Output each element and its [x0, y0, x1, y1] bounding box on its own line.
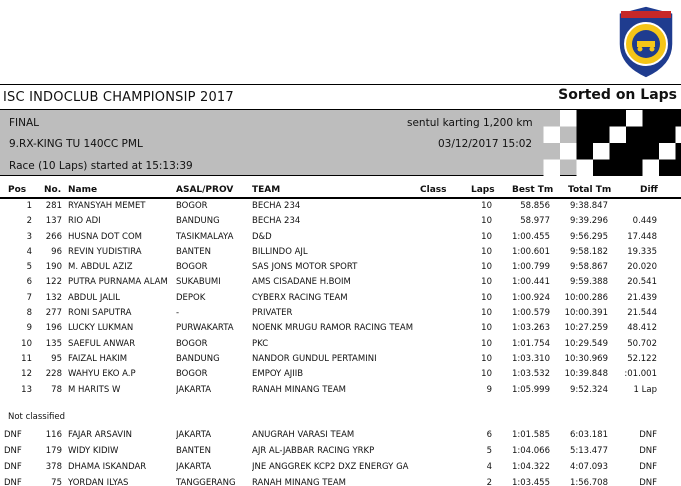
cell-total: 10:39.848 [564, 369, 608, 380]
cell-diff: :01.001 [624, 369, 657, 380]
session-name: FINAL [9, 117, 40, 129]
cell-diff: 20.541 [627, 277, 657, 288]
cell-team: CYBERX RACING TEAM [252, 292, 348, 303]
cell-team: D&D [252, 231, 272, 242]
cell-total: 9:56.295 [569, 231, 608, 242]
imi-logo [615, 4, 677, 80]
cell-name: WIDY KIDIW [68, 446, 119, 456]
cell-pos: 3 [26, 231, 32, 242]
cell-pos: 4 [26, 246, 32, 257]
cell-total: 10:00.391 [564, 308, 608, 319]
class-name: 9.RX-KING TU 140CC PML [9, 138, 143, 150]
cell-pos: 7 [26, 292, 32, 303]
cell-laps: 10 [481, 353, 492, 364]
cell-pos: 13 [21, 384, 32, 395]
cell-best: 58.977 [520, 216, 550, 227]
race-start: Race (10 Laps) started at 15:13:39 [9, 160, 193, 172]
table-row [0, 214, 681, 229]
cell-best: 1:00.924 [511, 292, 550, 303]
cell-team: JNE ANGGREK KCP2 DXZ ENERGY GA [252, 462, 409, 472]
cell-best: 1:00.601 [511, 246, 550, 257]
cell-no: 137 [45, 216, 62, 227]
cell-laps: 10 [481, 308, 492, 319]
cell-diff: 0.449 [632, 216, 657, 227]
cell-diff: DNF [639, 446, 657, 456]
cell-team: NOENK MRUGU RAMOR RACING TEAM [252, 323, 414, 334]
cell-diff: 1 Lap [633, 384, 657, 395]
cell-asal: DEPOK [176, 292, 206, 303]
col-class: Class [420, 185, 447, 195]
cell-total: 9:59.388 [569, 277, 608, 288]
title-bar [0, 84, 681, 110]
cell-diff: 21.439 [627, 292, 657, 303]
cell-team: BILLINDO AJL [252, 246, 308, 257]
cell-laps: 2 [486, 478, 492, 486]
cell-diff: 48.412 [627, 323, 657, 334]
table-header [0, 182, 681, 199]
cell-no: 95 [51, 353, 62, 364]
table-row [0, 428, 681, 444]
cell-best: 1:01.585 [511, 430, 550, 440]
cell-name: PUTRA PURNAMA ALAM [68, 277, 168, 288]
cell-laps: 10 [481, 216, 492, 227]
cell-total: 9:52.324 [569, 384, 608, 395]
cell-laps: 10 [481, 277, 492, 288]
cell-total: 4:07.093 [569, 462, 608, 472]
cell-team: BECHA 234 [252, 216, 301, 227]
cell-best: 1:01.754 [511, 338, 550, 349]
cell-team: BECHA 234 [252, 201, 301, 211]
cell-best: 1:00.579 [511, 308, 550, 319]
cell-name: FAJAR ARSAVIN [68, 430, 132, 440]
cell-laps: 4 [486, 462, 492, 472]
checkered-flag [527, 110, 681, 176]
cell-laps: 10 [481, 201, 492, 211]
cell-laps: 10 [481, 323, 492, 334]
cell-team: SAS JONS MOTOR SPORT [252, 262, 358, 273]
table-row [0, 352, 681, 367]
cell-team: ANUGRAH VARASI TEAM [252, 430, 355, 440]
cell-team: AMS CISADANE H.BOIM [252, 277, 351, 288]
cell-laps: 9 [486, 384, 492, 395]
cell-best: 58.856 [520, 201, 550, 211]
cell-total: 10:29.549 [564, 338, 608, 349]
cell-diff: 50.702 [627, 338, 657, 349]
table-row [0, 306, 681, 321]
cell-no: 96 [51, 246, 62, 257]
cell-name: M. ABDUL AZIZ [68, 262, 133, 273]
cell-asal: BOGOR [176, 369, 208, 380]
cell-pos: DNF [4, 446, 22, 456]
col-diff: Diff [640, 185, 658, 195]
session-info-band [0, 110, 681, 176]
col-team: TEAM [252, 185, 281, 195]
table-row [0, 383, 681, 398]
cell-name: WAHYU EKO A.P [68, 369, 136, 380]
col-asal: ASAL/PROV [176, 185, 234, 195]
cell-team: NANDOR GUNDUL PERTAMINI [252, 353, 377, 364]
cell-diff: DNF [639, 430, 657, 440]
cell-diff: DNF [639, 478, 657, 486]
cell-laps: 10 [481, 369, 492, 380]
cell-asal: TANGGERANG [176, 478, 236, 486]
cell-name: RYANSYAH MEMET [68, 201, 146, 211]
cell-pos: 5 [26, 262, 32, 273]
cell-name: YORDAN ILYAS [68, 478, 129, 486]
cell-total: 10:00.286 [564, 292, 608, 303]
table-row [0, 476, 681, 486]
cell-pos: 10 [21, 338, 32, 349]
cell-no: 135 [45, 338, 62, 349]
cell-diff: 19.335 [627, 246, 657, 257]
cell-total: 9:58.182 [569, 246, 608, 257]
cell-laps: 10 [481, 292, 492, 303]
table-row [0, 291, 681, 306]
cell-name: ABDUL JALIL [68, 292, 121, 303]
cell-pos: 6 [26, 277, 32, 288]
cell-team: RANAH MINANG TEAM [252, 478, 347, 486]
cell-laps: 10 [481, 262, 492, 273]
not-classified-rows [0, 428, 681, 486]
cell-no: 266 [45, 231, 62, 242]
not-classified-label: Not classified [8, 412, 66, 422]
table-row [0, 337, 681, 352]
cell-asal: JAKARTA [176, 462, 212, 472]
cell-laps: 10 [481, 338, 492, 349]
cell-asal: - [176, 308, 180, 319]
cell-asal: BANDUNG [176, 353, 220, 364]
cell-team: RANAH MINANG TEAM [252, 384, 347, 395]
table-row [0, 460, 681, 476]
cell-pos: 8 [26, 308, 32, 319]
cell-name: M HARITS W [68, 384, 121, 395]
results-rows [0, 199, 681, 398]
cell-team: EMPOY AJIIB [252, 369, 304, 380]
cell-team: PRIVATER [252, 308, 293, 319]
cell-total: 5:13.477 [569, 446, 608, 456]
cell-no: 122 [45, 277, 62, 288]
datetime: 03/12/2017 15:02 [438, 138, 533, 150]
cell-no: 196 [45, 323, 62, 334]
table-row [0, 230, 681, 245]
cell-asal: BANTEN [176, 446, 211, 456]
cell-name: FAIZAL HAKIM [68, 353, 128, 364]
col-total: Total Tm [568, 185, 612, 195]
cell-best: 1:00.455 [511, 231, 550, 242]
col-laps: Laps [471, 185, 495, 195]
cell-pos: DNF [4, 478, 22, 486]
cell-best: 1:00.441 [511, 277, 550, 288]
cell-no: 75 [51, 478, 62, 486]
cell-best: 1:04.322 [511, 462, 550, 472]
cell-no: 378 [45, 462, 62, 472]
cell-no: 116 [45, 430, 62, 440]
cell-no: 228 [45, 369, 62, 380]
cell-asal: BOGOR [176, 262, 208, 273]
cell-pos: 1 [26, 201, 32, 211]
cell-best: 1:03.310 [511, 353, 550, 364]
cell-total: 6:03.181 [569, 430, 608, 440]
cell-name: HUSNA DOT COM [68, 231, 142, 242]
cell-asal: BOGOR [176, 201, 208, 211]
cell-asal: TASIKMALAYA [176, 231, 234, 242]
sort-label: Sorted on Laps [558, 87, 677, 103]
cell-laps: 6 [486, 430, 492, 440]
cell-name: SAEFUL ANWAR [68, 338, 136, 349]
cell-name: RONI SAPUTRA [68, 308, 132, 319]
table-row [0, 260, 681, 275]
cell-asal: BANTEN [176, 246, 211, 257]
cell-no: 277 [45, 308, 62, 319]
table-row [0, 199, 681, 214]
cell-diff: DNF [639, 462, 657, 472]
table-row [0, 321, 681, 336]
table-row [0, 444, 681, 460]
cell-asal: JAKARTA [176, 384, 212, 395]
cell-asal: BOGOR [176, 338, 208, 349]
col-best: Best Tm [512, 185, 554, 195]
cell-total: 10:30.969 [564, 353, 608, 364]
cell-total: 9:39.296 [569, 216, 608, 227]
cell-total: 9:58.867 [569, 262, 608, 273]
cell-best: 1:00.799 [511, 262, 550, 273]
cell-asal: JAKARTA [176, 430, 212, 440]
cell-best: 1:03.532 [511, 369, 550, 380]
cell-pos: 2 [26, 216, 32, 227]
venue: sentul karting 1,200 km [407, 117, 533, 129]
cell-total: 9:38.847 [569, 201, 608, 211]
cell-best: 1:03.455 [511, 478, 550, 486]
cell-no: 281 [45, 201, 62, 211]
col-pos: Pos [8, 185, 27, 195]
cell-pos: 11 [21, 353, 32, 364]
cell-pos: 9 [26, 323, 32, 334]
cell-pos: DNF [4, 462, 22, 472]
cell-total: 1:56.708 [569, 478, 608, 486]
cell-name: DHAMA ISKANDAR [68, 462, 147, 472]
cell-asal: SUKABUMI [176, 277, 221, 288]
cell-team: PKC [252, 338, 269, 349]
table-row [0, 245, 681, 260]
cell-team: AJR AL-JABBAR RACING YRKP [252, 446, 375, 456]
cell-name: REVIN YUDISTIRA [68, 246, 142, 257]
cell-pos: 12 [21, 369, 32, 380]
cell-no: 190 [45, 262, 62, 273]
cell-best: 1:03.263 [511, 323, 550, 334]
cell-laps: 5 [486, 446, 492, 456]
cell-no: 78 [51, 384, 62, 395]
cell-laps: 10 [481, 231, 492, 242]
cell-diff: 17.448 [627, 231, 657, 242]
cell-asal: BANDUNG [176, 216, 220, 227]
cell-best: 1:04.066 [511, 446, 550, 456]
col-no: No. [44, 185, 62, 195]
cell-diff: 21.544 [627, 308, 657, 319]
table-row [0, 367, 681, 382]
cell-name: RIO ADI [68, 216, 101, 227]
col-name: Name [68, 185, 98, 195]
cell-best: 1:05.999 [511, 384, 550, 395]
cell-no: 132 [45, 292, 62, 303]
cell-name: LUCKY LUKMAN [68, 323, 134, 334]
results-table [0, 182, 681, 398]
cell-no: 179 [45, 446, 62, 456]
cell-total: 10:27.259 [564, 323, 608, 334]
cell-asal: PURWAKARTA [176, 323, 234, 334]
table-row [0, 275, 681, 290]
cell-pos: DNF [4, 430, 22, 440]
cell-diff: 20.020 [627, 262, 657, 273]
championship-title: ISC INDOCLUB CHAMPIONSIP 2017 [3, 90, 234, 105]
cell-diff: 52.122 [627, 353, 657, 364]
cell-laps: 10 [481, 246, 492, 257]
